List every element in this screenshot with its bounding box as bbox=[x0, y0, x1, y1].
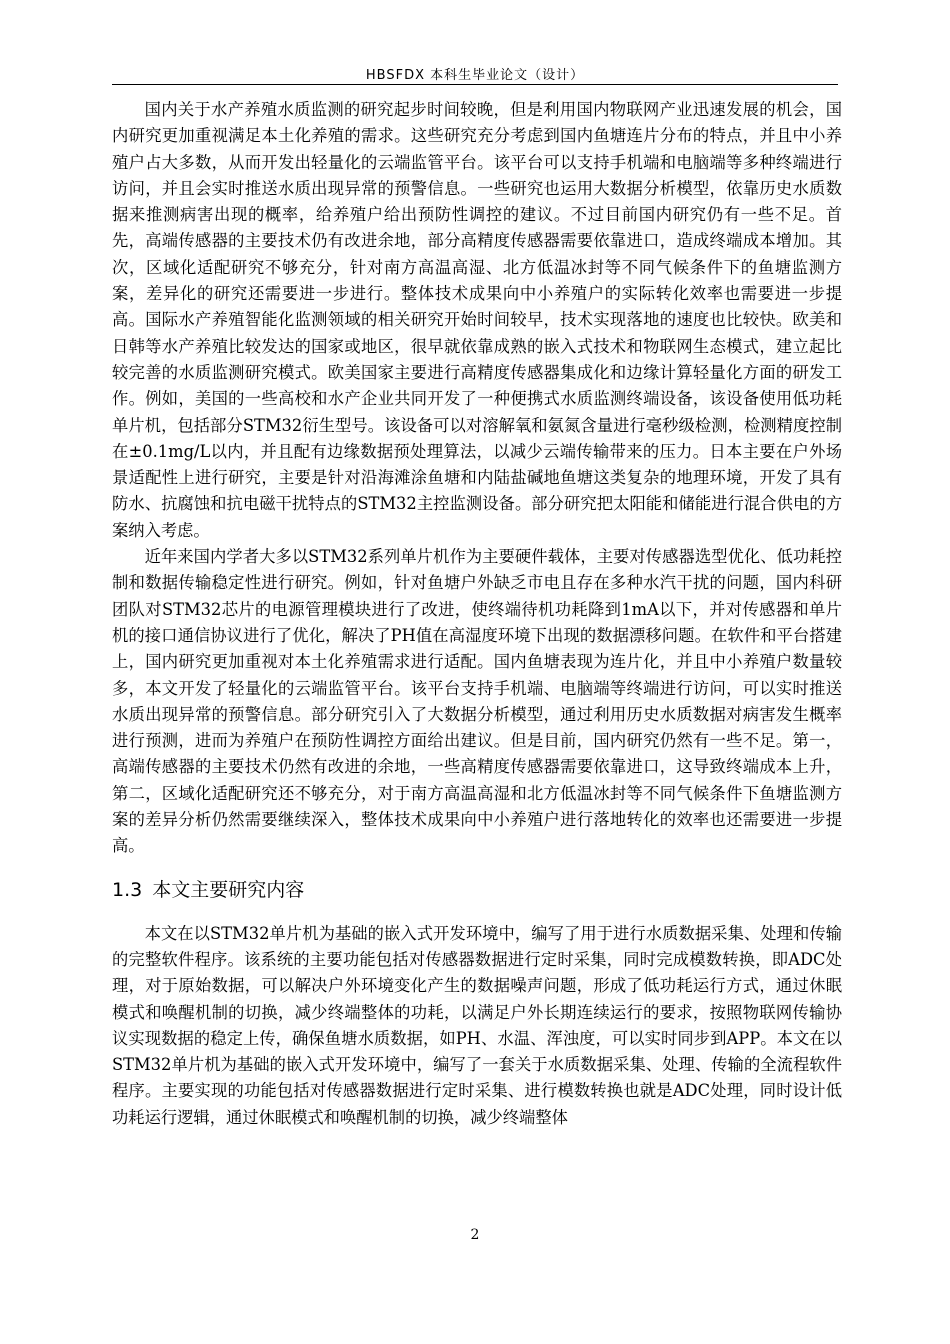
running-header: HBSFDX 本科生毕业论文（设计） bbox=[365, 68, 585, 83]
section-title: 本文主要研究内容 bbox=[152, 878, 305, 901]
section-heading bbox=[112, 878, 842, 902]
paragraph: 本文在以STM32单片机为基础的嵌入式开发环境中，编写了用于进行水质数据采集、处理和传输的完整软件程序。该系统的主要功能包括对传感器数据进行定时采集，同时完成模数转换，即ADC处理，对于原始数据，可以解决户外环境变化产生的数据噪声问题，形成了低功耗运行方式，通过休眠模式和唤醒机制的切换，减少终端整体的功耗，以满足户外长期连续运行的要求，按照物联网传输协议实现数据的稳定上传，确保鱼塘水质数据，如PH、水温、浑浊度，可以实时同步到APP。本文在以STM32单片机为基础的嵌入式开发环境中，编写了一套关于水质数据采集、处理、传输的全流程软件程序。主要实现的功能包括对传感器数据进行定时采集、进行模数转换也就是ADC处理，同时设计低功耗运行逻辑，通过休眠模式和唤醒机制的切换，减少终端整体 bbox=[112, 923, 842, 1127]
body-text bbox=[112, 97, 842, 1131]
section-number: 1.3 bbox=[112, 878, 143, 901]
paragraph: 国内关于水产养殖水质监测的研究起步时间较晚，但是利用国内物联网产业迅速发展的机会，国内研究更加重视满足本土化养殖的需求。这些研究充分考虑到国内鱼塘连片分布的特点，并且中小养殖户占大多数，从而开发出轻量化的云端监管平台。该平台可以支持手机端和电脑端等多种终端进行访问，并且会实时推送水质出现异常的预警信息。一些研究也运用大数据分析模型，依靠历史水质数据来推测病害出现的概率，给养殖户给出预防性调控的建议。不过目前国内研究仍有一些不足。首先，高端传感器的主要技术仍有改进余地，部分高精度传感器需要依靠进口，造成终端成本增加。其次，区域化适配研究不够充分，针对南方高温高湿、北方低温冰封等不同气候条件下的鱼塘监测方案，差异化的研究还需要进一步进行。整体技术成果向中小养殖户的实际转化效率也需要进一步提高。国际水产养殖智能化监测领域的相关研究开始时间较早，技术实现落地的速度也比较快。欧美和日韩等水产养殖比较发达的国家或地区，很早就依靠成熟的嵌入式技术和物联网生态模式，建立起比较完善的水质监测研究模式。欧美国家主要进行高精度传感器集成化和边缘计算轻量化方面的研发工作。例如，美国的一些高校和水产企业共同开发了一种便携式水质监测终端设备，该设备使用低功耗单片机，包括部分STM32衍生型号。该设备可以对溶解氧和氨氮含量进行毫秒级检测，检测精度控制在±0.1mg/L以内，并且配有边缘数据预处理算法，以减少云端传输带来的压力。日本主要在户外场景适配性上进行研究，主要是针对沿海滩涂鱼塘和内陆盐碱地鱼塘这类复杂的地理环境，开发了具有防水、抗腐蚀和抗电磁干扰特点的STM32主控监测设备。部分研究把太阳能和储能进行混合供电的方案纳入考虑。 bbox=[112, 100, 842, 540]
page-number: 2 bbox=[470, 1227, 480, 1243]
paragraph: 近年来国内学者大多以STM32系列单片机作为主要硬件载体，主要对传感器选型优化、低功耗控制和数据传输稳定性进行研究。例如，针对鱼塘户外缺乏市电且存在多种水汽干扰的问题，国内科研团队对STM32芯片的电源管理模块进行了改进，使终端待机功耗降到1mA以下，并对传感器和单片机的接口通信协议进行了优化，解决了PH值在高湿度环境下出现的数据漂移问题。在软件和平台搭建上，国内研究更加重视对本土化养殖需求进行适配。国内鱼塘表现为连片化，并且中小养殖户数量较多，本文开发了轻量化的云端监管平台。该平台支持手机端、电脑端等终端进行访问，可以实时推送水质出现异常的预警信息。部分研究引入了大数据分析模型，通过利用历史水质数据对病害发生概率进行预测，进而为养殖户在预防性调控方面给出建议。但是目前，国内研究仍然有一些不足。第一，高端传感器的主要技术仍然有改进的余地，一些高精度传感器需要依靠进口，这导致终端成本上升，第二，区域化适配研究还不够充分，对于南方高温高湿和北方低温冰封等不同气候条件下鱼塘监测方案的差异分析仍然需要继续深入，整体技术成果向中小养殖户进行落地转化的效率也还需要进一步提高。 bbox=[112, 547, 842, 856]
header-rule bbox=[112, 84, 838, 85]
